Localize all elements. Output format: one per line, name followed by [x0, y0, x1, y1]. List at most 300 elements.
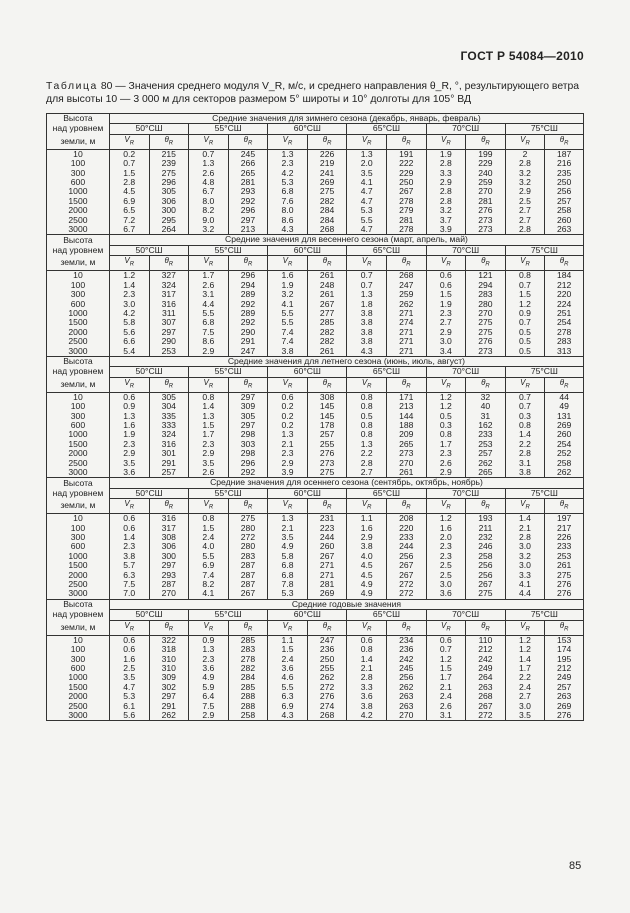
speed-cell: 1.3 — [268, 149, 308, 159]
direction-cell: 267 — [307, 552, 347, 561]
speed-cell: 3.6 — [347, 692, 387, 701]
direction-cell: 145 — [307, 412, 347, 421]
speed-cell: 3.8 — [347, 309, 387, 318]
speed-cell: 0.6 — [426, 635, 466, 645]
height-cell: 2000 — [47, 692, 110, 701]
section-title: Средние значения для осеннего сезона (сентябрь, октябрь, ноябрь) — [109, 478, 583, 488]
speed-cell: 8.6 — [189, 337, 229, 346]
speed-cell: 4.5 — [347, 561, 387, 570]
direction-cell: 256 — [466, 561, 506, 570]
speed-cell: 2.3 — [189, 655, 229, 664]
table-row — [47, 524, 584, 533]
speed-cell: 5.5 — [268, 318, 308, 327]
variable-symbol: V — [282, 134, 289, 144]
direction-cell: 259 — [386, 290, 426, 299]
direction-cell: 260 — [545, 430, 584, 439]
direction-cell: 316 — [149, 514, 189, 524]
speed-cell: 5.3 — [268, 589, 308, 599]
height-cell: 1500 — [47, 440, 110, 449]
speed-header — [347, 377, 387, 392]
table-row — [47, 655, 584, 664]
height-header-line: над уровнем — [47, 610, 110, 620]
direction-cell: 271 — [386, 328, 426, 337]
direction-cell: 229 — [386, 169, 426, 178]
direction-header — [386, 134, 426, 149]
direction-cell: 261 — [545, 561, 584, 570]
variable-subscript: R — [367, 504, 372, 511]
section-title-row — [47, 599, 584, 609]
speed-header — [426, 134, 466, 149]
latitude-label: 60°СШ — [268, 610, 347, 620]
direction-cell: 276 — [307, 449, 347, 458]
variable-symbol: V — [124, 620, 130, 630]
direction-header — [545, 377, 584, 392]
variable-subscript: R — [168, 261, 174, 268]
speed-cell: 3.6 — [109, 468, 149, 478]
speed-cell: 1.5 — [189, 524, 229, 533]
variable-symbol: V — [440, 377, 447, 387]
speed-cell: 2.9 — [347, 533, 387, 542]
latitude-label: 70°СШ — [426, 245, 505, 255]
direction-cell: 305 — [149, 187, 189, 196]
direction-cell: 287 — [228, 571, 268, 580]
direction-cell: 263 — [466, 683, 506, 692]
variable-symbol: V — [440, 134, 447, 144]
speed-cell: 6.8 — [268, 571, 308, 580]
variable-symbol: V — [203, 134, 209, 144]
direction-cell: 290 — [149, 337, 189, 346]
direction-cell: 226 — [307, 149, 347, 159]
speed-cell: 2.0 — [426, 533, 466, 542]
section-title-row — [47, 356, 584, 366]
variable-subscript: R — [247, 383, 253, 390]
speed-cell: 3.8 — [347, 542, 387, 551]
table-row — [47, 197, 584, 206]
direction-cell: 285 — [228, 683, 268, 692]
speed-cell: 1.1 — [268, 635, 308, 645]
direction-cell: 272 — [466, 711, 506, 721]
direction-cell: 295 — [149, 216, 189, 225]
direction-header — [149, 256, 189, 271]
direction-cell: 261 — [307, 347, 347, 357]
variable-subscript: R — [129, 504, 135, 511]
latitude-label: 75°СШ — [505, 610, 583, 620]
variable-symbol: V — [361, 499, 368, 509]
speed-cell: 9.0 — [189, 216, 229, 225]
variable-subscript: R — [208, 504, 214, 511]
speed-cell: 2 — [505, 149, 545, 159]
direction-cell: 263 — [545, 692, 584, 701]
table-row — [47, 468, 584, 478]
table-row — [47, 711, 584, 721]
speed-cell: 2.7 — [505, 692, 545, 701]
variable-subscript: R — [525, 140, 530, 147]
speed-cell: 8.2 — [189, 580, 229, 589]
direction-cell: 291 — [228, 337, 268, 346]
height-cell: 300 — [47, 655, 110, 664]
variable-symbol: θ — [164, 620, 169, 630]
direction-cell: 145 — [307, 402, 347, 411]
variable-subscript: R — [168, 383, 174, 390]
speed-cell: 1.6 — [109, 655, 149, 664]
speed-cell: 1.5 — [189, 421, 229, 430]
variable-symbol: V — [361, 377, 368, 387]
speed-header — [347, 256, 387, 271]
variable-subscript: R — [485, 504, 490, 511]
table-row — [47, 449, 584, 458]
latitude-label: 60°СШ — [268, 488, 347, 498]
speed-cell: 7.5 — [109, 580, 149, 589]
direction-cell: 253 — [545, 552, 584, 561]
speed-cell: 1.7 — [505, 664, 545, 673]
direction-cell: 282 — [307, 337, 347, 346]
table-row — [47, 459, 584, 468]
direction-cell: 274 — [386, 318, 426, 327]
direction-cell: 271 — [386, 309, 426, 318]
direction-cell: 255 — [307, 440, 347, 449]
variable-subscript: R — [168, 626, 174, 633]
variable-symbol: V — [282, 620, 289, 630]
direction-cell: 32 — [466, 392, 506, 402]
direction-cell: 296 — [228, 459, 268, 468]
direction-cell: 266 — [228, 159, 268, 168]
variable-subscript: R — [446, 261, 451, 268]
direction-cell: 253 — [466, 440, 506, 449]
speed-cell: 3.8 — [347, 328, 387, 337]
document-header: ГОСТ Р 54084—2010 — [460, 49, 584, 63]
table-row — [47, 664, 584, 673]
variable-subscript: R — [525, 383, 530, 390]
speed-cell: 1.7 — [426, 440, 466, 449]
speed-cell: 3.2 — [426, 206, 466, 215]
speed-cell: 6.8 — [189, 318, 229, 327]
speed-cell: 1.1 — [347, 514, 387, 524]
speed-cell: 2.9 — [109, 449, 149, 458]
speed-cell: 1.2 — [505, 645, 545, 654]
direction-header — [386, 377, 426, 392]
direction-cell: 285 — [228, 635, 268, 645]
height-cell: 1000 — [47, 552, 110, 561]
speed-cell: 2.4 — [426, 692, 466, 701]
direction-cell: 281 — [228, 178, 268, 187]
speed-cell: 3.8 — [268, 347, 308, 357]
speed-header — [426, 620, 466, 635]
speed-cell: 4.1 — [189, 589, 229, 599]
direction-cell: 300 — [149, 552, 189, 561]
direction-cell: 294 — [466, 281, 506, 290]
speed-cell: 5.3 — [109, 692, 149, 701]
direction-cell: 306 — [149, 542, 189, 551]
direction-cell: 309 — [228, 402, 268, 411]
speed-cell: 4.7 — [347, 187, 387, 196]
table-row — [47, 430, 584, 439]
speed-cell: 3.3 — [426, 169, 466, 178]
latitude-label: 50°СШ — [109, 610, 188, 620]
table-row — [47, 328, 584, 337]
direction-cell: 197 — [545, 514, 584, 524]
table-row — [47, 440, 584, 449]
direction-cell: 310 — [149, 664, 189, 673]
speed-cell: 6.6 — [109, 337, 149, 346]
speed-cell: 0.2 — [268, 412, 308, 421]
speed-cell: 1.2 — [109, 271, 149, 281]
direction-cell: 272 — [228, 533, 268, 542]
speed-cell: 3.2 — [505, 178, 545, 187]
variable-subscript: R — [247, 140, 253, 147]
speed-cell: 3.0 — [505, 542, 545, 551]
speed-cell: 1.8 — [347, 300, 387, 309]
direction-cell: 276 — [545, 711, 584, 721]
variable-subscript: R — [208, 383, 214, 390]
speed-cell: 2.1 — [347, 664, 387, 673]
speed-cell: 2.3 — [268, 159, 308, 168]
variable-subscript: R — [485, 140, 490, 147]
variable-subscript: R — [327, 140, 332, 147]
speed-cell: 1.5 — [109, 169, 149, 178]
speed-cell: 3.0 — [505, 702, 545, 711]
direction-cell: 250 — [307, 655, 347, 664]
direction-cell: 273 — [466, 225, 506, 235]
section-title: Средние значения для зимнего сезона (декабрь, январь, февраль) — [109, 114, 583, 124]
direction-header — [307, 134, 347, 149]
direction-cell: 287 — [228, 561, 268, 570]
direction-cell: 297 — [228, 392, 268, 402]
direction-cell: 162 — [466, 421, 506, 430]
direction-cell: 267 — [466, 702, 506, 711]
speed-cell: 0.7 — [347, 271, 387, 281]
table-row — [47, 337, 584, 346]
speed-cell: 6.7 — [109, 225, 149, 235]
speed-cell: 3.8 — [109, 552, 149, 561]
direction-cell: 324 — [149, 281, 189, 290]
speed-cell: 7.4 — [268, 337, 308, 346]
height-header-line: Высота — [47, 599, 110, 609]
direction-header — [228, 134, 268, 149]
speed-cell: 2.2 — [347, 449, 387, 458]
table-row — [47, 271, 584, 281]
direction-cell: 235 — [545, 169, 584, 178]
direction-cell: 258 — [545, 206, 584, 215]
speed-header — [109, 377, 149, 392]
speed-cell: 4.6 — [268, 673, 308, 682]
variable-symbol: θ — [481, 256, 486, 266]
direction-cell: 288 — [228, 692, 268, 701]
variable-subscript: R — [129, 626, 135, 633]
speed-cell: 8.2 — [189, 206, 229, 215]
speed-cell: 2.8 — [505, 159, 545, 168]
direction-cell: 271 — [386, 337, 426, 346]
direction-cell: 335 — [149, 412, 189, 421]
speed-cell: 1.5 — [426, 290, 466, 299]
speed-cell: 1.3 — [347, 440, 387, 449]
speed-cell: 0.8 — [426, 430, 466, 439]
speed-cell: 2.3 — [426, 542, 466, 551]
height-header-line: земли, м — [47, 377, 110, 392]
latitude-label: 65°СШ — [347, 367, 426, 377]
height-cell: 10 — [47, 271, 110, 281]
direction-cell: 278 — [228, 655, 268, 664]
direction-cell: 262 — [466, 459, 506, 468]
direction-cell: 293 — [149, 571, 189, 580]
table-row — [47, 347, 584, 357]
direction-cell: 292 — [228, 300, 268, 309]
direction-cell: 144 — [386, 412, 426, 421]
latitude-label: 75°СШ — [505, 124, 583, 134]
variable-subscript: R — [485, 626, 490, 633]
variable-subscript: R — [129, 261, 135, 268]
direction-cell: 212 — [466, 645, 506, 654]
speed-cell: 2.3 — [268, 449, 308, 458]
speed-header — [189, 134, 229, 149]
speed-cell: 2.7 — [505, 216, 545, 225]
height-cell: 600 — [47, 664, 110, 673]
direction-cell: 262 — [149, 711, 189, 721]
speed-cell: 2.0 — [347, 159, 387, 168]
speed-cell: 0.6 — [426, 281, 466, 290]
speed-cell: 8.0 — [189, 197, 229, 206]
speed-cell: 4.4 — [505, 589, 545, 599]
speed-cell: 7.6 — [268, 197, 308, 206]
latitude-label: 50°СШ — [109, 124, 188, 134]
section-title-row — [47, 235, 584, 245]
latitude-label: 70°СШ — [426, 488, 505, 498]
direction-cell: 275 — [307, 468, 347, 478]
direction-cell: 244 — [386, 542, 426, 551]
direction-cell: 269 — [545, 702, 584, 711]
direction-cell: 249 — [466, 664, 506, 673]
speed-cell: 2.3 — [189, 440, 229, 449]
direction-cell: 246 — [466, 542, 506, 551]
direction-cell: 276 — [545, 580, 584, 589]
direction-cell: 333 — [149, 421, 189, 430]
variable-subscript: R — [446, 626, 451, 633]
direction-cell: 199 — [466, 149, 506, 159]
height-cell: 3000 — [47, 589, 110, 599]
table-row — [47, 216, 584, 225]
speed-cell: 1.2 — [426, 392, 466, 402]
direction-cell: 317 — [149, 524, 189, 533]
direction-cell: 291 — [149, 702, 189, 711]
speed-cell: 6.9 — [109, 197, 149, 206]
direction-cell: 284 — [307, 206, 347, 215]
direction-cell: 275 — [466, 589, 506, 599]
height-cell: 1500 — [47, 318, 110, 327]
speed-cell: 2.4 — [268, 655, 308, 664]
direction-cell: 287 — [228, 580, 268, 589]
speed-cell: 2.3 — [109, 440, 149, 449]
height-header-line: над уровнем — [47, 124, 110, 134]
height-cell: 2500 — [47, 580, 110, 589]
speed-cell: 0.8 — [347, 402, 387, 411]
direction-cell: 257 — [149, 468, 189, 478]
height-cell: 1500 — [47, 561, 110, 570]
speed-cell: 3.6 — [268, 664, 308, 673]
variable-subscript: R — [288, 140, 293, 147]
speed-cell: 6.3 — [109, 571, 149, 580]
direction-cell: 310 — [149, 655, 189, 664]
variable-symbol: θ — [401, 134, 407, 144]
speed-header — [426, 256, 466, 271]
direction-cell: 213 — [228, 225, 268, 235]
direction-cell: 278 — [386, 225, 426, 235]
speed-cell: 5.3 — [347, 206, 387, 215]
direction-header — [149, 134, 189, 149]
speed-cell: 3.8 — [347, 337, 387, 346]
direction-cell: 275 — [307, 187, 347, 196]
direction-header — [386, 499, 426, 514]
speed-cell: 1.5 — [505, 290, 545, 299]
speed-cell: 0.7 — [347, 281, 387, 290]
direction-cell: 285 — [307, 318, 347, 327]
height-cell: 600 — [47, 300, 110, 309]
variable-subscript: R — [406, 504, 411, 511]
direction-cell: 275 — [466, 328, 506, 337]
section-title-row — [47, 478, 584, 488]
height-cell: 1500 — [47, 683, 110, 692]
latitude-label: 50°СШ — [109, 367, 188, 377]
direction-header — [149, 377, 189, 392]
variable-symbol: V — [520, 620, 526, 630]
direction-cell: 273 — [307, 459, 347, 468]
variable-symbol: θ — [243, 134, 248, 144]
direction-cell: 49 — [545, 402, 584, 411]
speed-cell: 3.8 — [347, 318, 387, 327]
speed-header — [109, 134, 149, 149]
direction-cell: 284 — [307, 216, 347, 225]
speed-cell: 2.1 — [268, 440, 308, 449]
speed-cell: 1.9 — [426, 149, 466, 159]
speed-header — [189, 620, 229, 635]
height-header-line: земли, м — [47, 499, 110, 514]
direction-cell: 193 — [466, 514, 506, 524]
speed-cell: 4.9 — [347, 580, 387, 589]
height-cell: 10 — [47, 149, 110, 159]
latitude-row — [47, 245, 584, 255]
variable-symbol: V — [124, 134, 130, 144]
table-row — [47, 683, 584, 692]
variable-subscript: R — [564, 626, 569, 633]
direction-cell: 267 — [386, 571, 426, 580]
variable-symbol: θ — [322, 620, 328, 630]
variable-row — [47, 134, 584, 149]
direction-cell: 280 — [228, 524, 268, 533]
direction-cell: 265 — [466, 468, 506, 478]
speed-cell: 1.4 — [347, 655, 387, 664]
direction-cell: 258 — [228, 711, 268, 721]
table-row — [47, 309, 584, 318]
variable-symbol: θ — [322, 499, 328, 509]
direction-cell: 224 — [545, 300, 584, 309]
direction-cell: 271 — [307, 571, 347, 580]
latitude-label: 65°СШ — [347, 245, 426, 255]
variable-symbol: θ — [164, 377, 169, 387]
direction-header — [466, 499, 506, 514]
direction-cell: 241 — [307, 169, 347, 178]
direction-cell: 191 — [386, 149, 426, 159]
variable-symbol: θ — [559, 134, 565, 144]
speed-cell: 4.3 — [268, 225, 308, 235]
speed-cell: 4.7 — [109, 683, 149, 692]
speed-cell: 8.6 — [268, 216, 308, 225]
direction-cell: 306 — [149, 197, 189, 206]
direction-cell: 282 — [228, 664, 268, 673]
variable-symbol: V — [203, 377, 209, 387]
variable-subscript: R — [247, 261, 253, 268]
direction-cell: 231 — [307, 514, 347, 524]
height-cell: 2000 — [47, 328, 110, 337]
direction-cell: 250 — [386, 178, 426, 187]
variable-symbol: V — [440, 499, 447, 509]
